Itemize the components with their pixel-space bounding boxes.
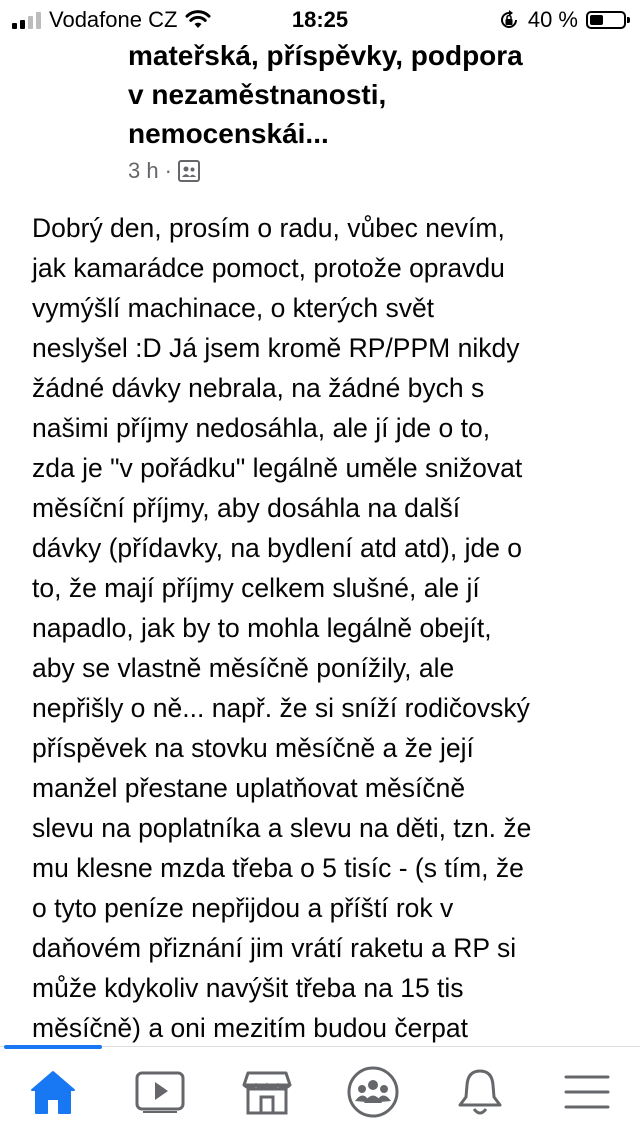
carrier-name: Vodafone CZ — [49, 7, 178, 32]
post-body-text: Dobrý den, prosím o radu, vůbec nevím, jak kamarádce pomoct, protože opravdu vymýšlí machinace, o kterých svět neslyšel :D Já jsem kromě RP/PPM nikdy žádné dávky nebrala, na žádné bych s našimi příjmy nedosáhla, ale jí jde o to, zda je "v pořádku" legálně uměle snižovat měsíční příjmy, aby dosáhla na další dávky (přídavky, na bydlení atd atd), jde o to, že mají příjmy celkem slušné, ale jí napadlo, jak by to mohla legálně obejít, aby se vlastně měsíčně ponížily, ale nepřišly o ně... např. že si sníží rodičovský příspěvek na stovku měsíčně a že její manžel přestane uplatňovat měsíčně slevu na poplatníka a slevu na děti, tzn. že mu klesne mzda třeba o 5 tisíc - (s tím, že o tyto peníze nepřijdou a příští rok v daňovém přiznání jim vrátí raketu a RP si může kdykoliv navýšit třeba na 15 tis měsíčně) a oni mezitím budou čerpat — [32, 213, 532, 1043]
status-time: 18:25 — [291, 7, 349, 32]
group-post-title[interactable]: mateřská, příspěvky, podpora v nezaměstnanosti, nemocenskái... — [128, 40, 523, 149]
notifications-icon — [457, 1067, 503, 1117]
battery-percent: 40 % — [527, 7, 578, 32]
tab-groups[interactable] — [333, 1052, 413, 1132]
battery-icon — [586, 11, 626, 29]
menu-icon — [564, 1072, 610, 1112]
bottom-tab-bar — [0, 1046, 640, 1136]
meta-separator: · — [164, 158, 172, 183]
home-icon — [29, 1069, 77, 1115]
tab-notifications[interactable] — [440, 1052, 520, 1132]
group-members-icon — [178, 160, 200, 182]
tab-home[interactable] — [13, 1052, 93, 1132]
tab-marketplace[interactable] — [227, 1052, 307, 1132]
video-icon — [135, 1070, 185, 1114]
tab-video[interactable] — [120, 1052, 200, 1132]
post-time[interactable]: 3 h — [128, 158, 159, 183]
tab-menu[interactable] — [547, 1052, 627, 1132]
status-bar — [0, 0, 640, 40]
post-meta — [128, 158, 200, 184]
marketplace-icon — [242, 1069, 292, 1115]
groups-icon — [347, 1066, 399, 1118]
orientation-lock-icon — [498, 9, 520, 31]
status-right — [498, 8, 626, 32]
